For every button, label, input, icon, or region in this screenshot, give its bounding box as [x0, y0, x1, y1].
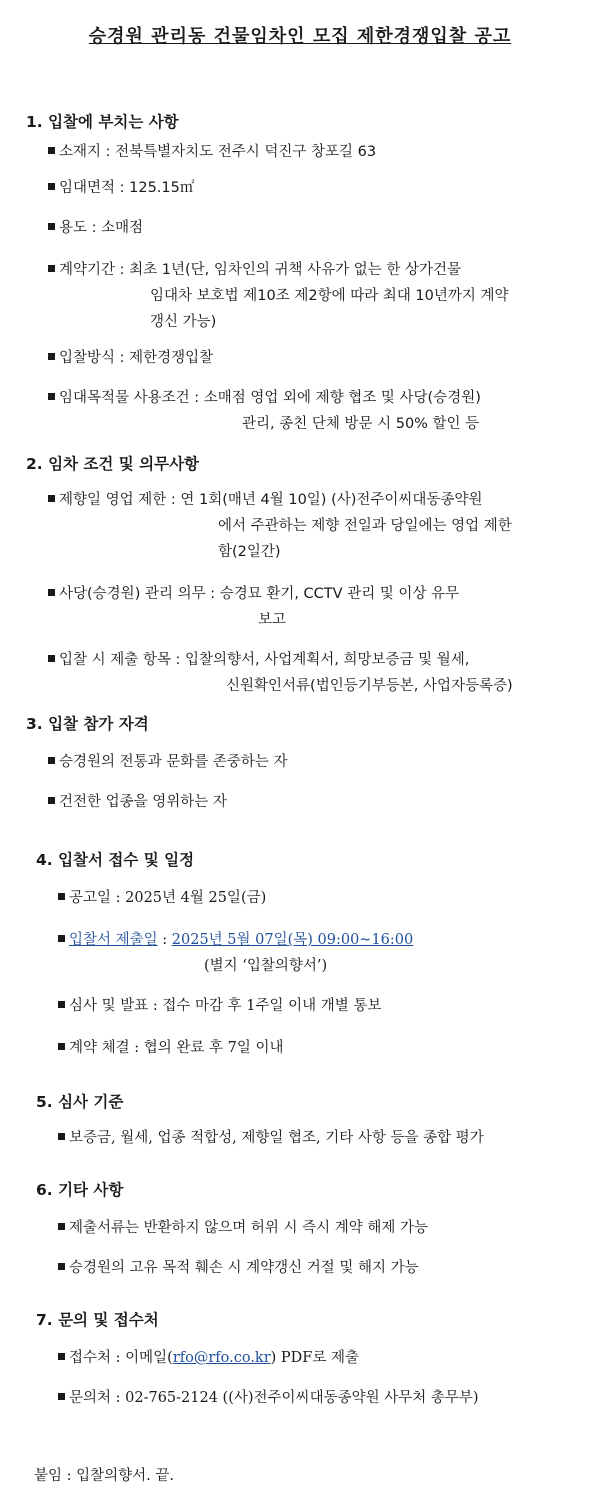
item-contract-signing: 계약 체결 : 협의 완료 후 7일 이내: [58, 1036, 283, 1060]
bullet-icon: [48, 589, 55, 596]
item-inquiry: 문의처 : 02-765-2124 ((사)전주이씨대동종약원 사무처 총무부): [58, 1386, 479, 1410]
item-shrine-duty: 사당(승경원) 관리 의무 : 승경묘 환기, CCTV 관리 및 이상 유무: [48, 582, 459, 606]
item-other-2: 승경원의 고유 목적 훼손 시 계약갱신 거절 및 해지 가능: [58, 1256, 419, 1280]
section-heading-1: 1. 입찰에 부치는 사항: [26, 113, 179, 131]
item-qualification-1: 승경원의 전통과 문화를 존중하는 자: [48, 750, 288, 774]
item-qualification-2: 건전한 업종을 영위하는 자: [48, 790, 227, 814]
bullet-icon: [58, 935, 65, 942]
item-ritual-day-restriction-line2: 에서 주관하는 제향 전일과 당일에는 영업 제한: [218, 518, 512, 534]
item-evaluation-criteria: 보증금, 월세, 업종 적합성, 제향일 협조, 기타 사항 등을 종합 평가: [58, 1126, 484, 1150]
bullet-icon: [48, 757, 55, 764]
bid-form-annex-note: (별지 ‘입찰의향서’): [204, 958, 328, 974]
item-reception: 접수처 : 이메일(rfo@rfo.co.kr) PDF로 제출: [58, 1346, 359, 1370]
section-heading-5: 5. 심사 기준: [36, 1093, 124, 1111]
bullet-icon: [48, 495, 55, 502]
item-contract-period: 계약기간 : 최초 1년(단, 임차인의 귀책 사유가 없는 한 상가건물: [48, 258, 461, 282]
bullet-icon: [48, 183, 55, 190]
item-submission-list-line2: 신원확인서류(법인등기부등본, 사업자등록증): [226, 678, 513, 694]
bullet-icon: [58, 1043, 65, 1050]
bullet-icon: [48, 265, 55, 272]
bullet-icon: [58, 1263, 65, 1270]
bullet-icon: [48, 655, 55, 662]
item-location: 소재지 : 전북특별자치도 전주시 덕진구 창포길 63: [48, 140, 376, 164]
bullet-icon: [48, 353, 55, 360]
section-heading-4: 4. 입찰서 접수 및 일정: [36, 851, 195, 869]
item-area: 임대면적 : 125.15㎡: [48, 176, 194, 200]
item-other-1: 제출서류는 반환하지 않으며 허위 시 즉시 계약 해제 가능: [58, 1216, 428, 1240]
bullet-icon: [58, 1001, 65, 1008]
item-use: 용도 : 소매점: [48, 216, 143, 240]
item-contract-period-line2: 임대차 보호법 제10조 제2항에 따라 최대 10년까지 계약: [150, 288, 509, 304]
bid-submission-date-label[interactable]: 입찰서 제출일: [69, 932, 158, 948]
section-heading-6: 6. 기타 사항: [36, 1181, 124, 1199]
bullet-icon: [58, 1393, 65, 1400]
item-ritual-day-restriction: 제향일 영업 제한 : 연 1회(매년 4월 10일) (사)전주이씨대동종약원: [48, 488, 482, 512]
item-submission-list: 입찰 시 제출 항목 : 입찰의향서, 사업계획서, 희망보증금 및 월세,: [48, 648, 469, 672]
section-heading-2: 2. 임차 조건 및 의무사항: [26, 455, 200, 473]
email-link[interactable]: rfo@rfo.co.kr: [172, 1350, 271, 1366]
bullet-icon: [48, 393, 55, 400]
section-heading-7: 7. 문의 및 접수처: [36, 1311, 159, 1329]
item-ritual-day-restriction-line3: 함(2일간): [218, 544, 281, 560]
item-announcement-date: 공고일 : 2025년 4월 25일(금): [58, 886, 266, 910]
notice-title: 승경원 관리동 건물임차인 모집 제한경쟁입찰 공고: [88, 26, 512, 47]
bullet-icon: [58, 1133, 65, 1140]
bid-submission-date-value[interactable]: 2025년 5월 07일(목) 09:00~16:00: [171, 932, 414, 948]
bullet-icon: [48, 223, 55, 230]
bullet-icon: [48, 797, 55, 804]
section-heading-3: 3. 입찰 참가 자격: [26, 715, 149, 733]
item-usage-conditions-line2: 관리, 종친 단체 방문 시 50% 할인 등: [242, 416, 480, 432]
item-bid-submission-date: 입찰서 제출일 : 2025년 5월 07일(목) 09:00~16:00: [58, 928, 413, 952]
bullet-icon: [58, 1223, 65, 1230]
item-review-announcement: 심사 및 발표 : 접수 마감 후 1주일 이내 개별 통보: [58, 994, 381, 1018]
bullet-icon: [48, 147, 55, 154]
bullet-icon: [58, 1353, 65, 1360]
item-shrine-duty-line2: 보고: [258, 612, 287, 628]
item-contract-period-line3: 갱신 가능): [150, 314, 217, 330]
item-bid-method: 입찰방식 : 제한경쟁입찰: [48, 346, 213, 370]
item-usage-conditions: 임대목적물 사용조건 : 소매점 영업 외에 제향 협조 및 사당(승경원): [48, 386, 481, 410]
bullet-icon: [58, 893, 65, 900]
attachment-note: 붙임 : 입찰의향서. 끝.: [34, 1468, 174, 1484]
